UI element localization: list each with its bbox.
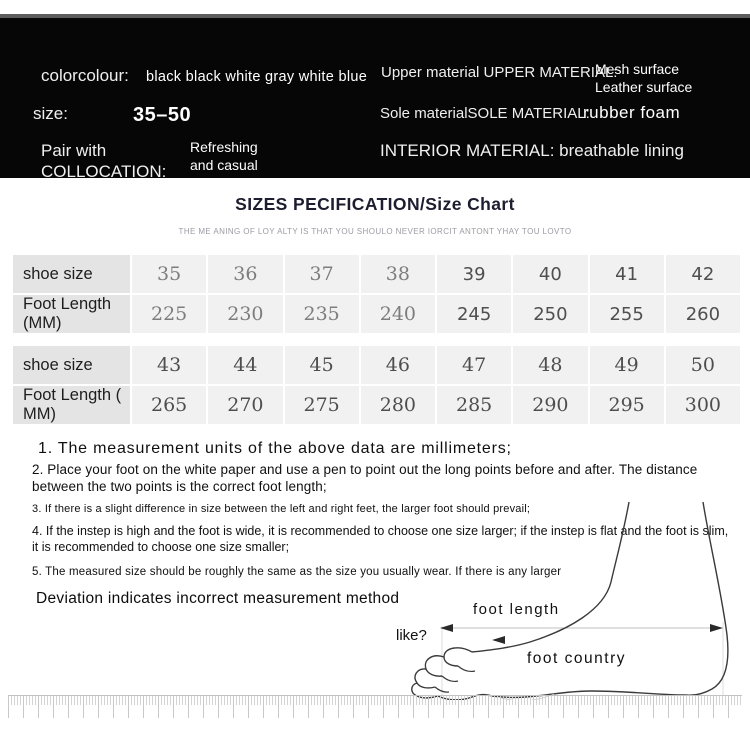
upper-material-value-line2: Leather surface bbox=[595, 78, 693, 95]
length-cell: 270 bbox=[208, 386, 282, 424]
row-header-shoe-size: shoe size bbox=[13, 346, 130, 384]
size-cell: 41 bbox=[590, 255, 664, 293]
note-5: 5. The measured size should be roughly the same as the size you usually wear. If there is any larger bbox=[32, 565, 562, 578]
row-header-foot-length: Foot Length ( MM) bbox=[13, 386, 130, 424]
size-cell: 39 bbox=[437, 255, 511, 293]
size-chart-title: SIZES PECIFICATION/Size Chart bbox=[235, 194, 515, 214]
ruler-graphic bbox=[8, 695, 742, 718]
spec-header-left-column bbox=[0, 18, 375, 182]
size-cell: 36 bbox=[208, 255, 282, 293]
length-cell: 255 bbox=[590, 295, 664, 333]
length-cell: 250 bbox=[513, 295, 587, 333]
length-cell: 260 bbox=[666, 295, 740, 333]
spec-header-right-column bbox=[375, 18, 750, 178]
note-2: 2. Place your foot on the white paper and use a pen to point out the long points before and after. The distance between the two points is the correct foot length; bbox=[32, 462, 698, 494]
size-table-35-42 bbox=[13, 255, 740, 333]
foot-country-label: foot country bbox=[527, 650, 626, 667]
row-header-foot-length: Foot Length (MM) bbox=[13, 295, 130, 333]
size-cell: 50 bbox=[666, 346, 740, 384]
note-3: 3. If there is a slight difference in size between the left and right feet, the larger foot should prevail; bbox=[32, 503, 531, 516]
length-cell: 295 bbox=[590, 386, 664, 424]
size-cell: 49 bbox=[590, 346, 664, 384]
length-cell: 235 bbox=[285, 295, 359, 333]
length-cell: 225 bbox=[132, 295, 206, 333]
length-cell: 280 bbox=[361, 386, 435, 424]
size-cell: 45 bbox=[285, 346, 359, 384]
length-cell: 290 bbox=[513, 386, 587, 424]
length-cell: 240 bbox=[361, 295, 435, 333]
length-cell: 230 bbox=[208, 295, 282, 333]
size-label: size: bbox=[33, 104, 68, 123]
upper-material-value bbox=[595, 61, 692, 96]
size-cell: 42 bbox=[666, 255, 740, 293]
spec-header bbox=[0, 14, 750, 182]
foot-length-label: foot length bbox=[473, 601, 560, 618]
collocation-value: Refreshing and casual bbox=[190, 139, 258, 173]
measurement-notes bbox=[32, 439, 732, 608]
like-label: like? bbox=[396, 627, 427, 644]
size-cell: 47 bbox=[437, 346, 511, 384]
size-cell: 35 bbox=[132, 255, 206, 293]
note-1: 1. The measurement units of the above data are millimeters; bbox=[38, 440, 512, 457]
size-cell: 44 bbox=[208, 346, 282, 384]
size-cell: 38 bbox=[361, 255, 435, 293]
color-value: black black white gray white blue bbox=[146, 69, 368, 85]
sole-material-value: rubber foam bbox=[583, 103, 681, 122]
size-cell: 37 bbox=[285, 255, 359, 293]
length-cell: 275 bbox=[285, 386, 359, 424]
size-cell: 43 bbox=[132, 346, 206, 384]
size-table-43-50 bbox=[13, 346, 740, 424]
length-cell: 300 bbox=[666, 386, 740, 424]
row-header-shoe-size: shoe size bbox=[13, 255, 130, 293]
sole-material-label: Sole materialSOLE MATERIAL: bbox=[380, 105, 590, 122]
note-4: 4. If the instep is high and the foot is wide, it is recommended to choose one size larger; if the instep is flat and the foot is slim, it is recommended to choose one size smaller; bbox=[32, 524, 729, 555]
length-cell: 285 bbox=[437, 386, 511, 424]
size-cell: 46 bbox=[361, 346, 435, 384]
deviation-note: Deviation indicates incorrect measurement method bbox=[36, 589, 400, 607]
upper-material-value-line1: Mesh surface bbox=[595, 61, 680, 77]
upper-material-label: Upper material UPPER MATERIAL: bbox=[381, 64, 618, 81]
collocation-label: Pair with COLLOCATION: bbox=[41, 141, 167, 182]
size-value: 35–50 bbox=[133, 104, 192, 126]
interior-material-label: INTERIOR MATERIAL: breathable lining bbox=[380, 141, 684, 160]
length-cell: 265 bbox=[132, 386, 206, 424]
color-label: colorcolour: bbox=[41, 66, 129, 85]
length-cell: 245 bbox=[437, 295, 511, 333]
size-chart-subtitle: THE ME ANING OF LOY ALTY IS THAT YOU SHOULO NEVER IORCIT ANTONT YHAY TOU LOVTO bbox=[178, 227, 572, 236]
size-cell: 48 bbox=[513, 346, 587, 384]
size-cell: 40 bbox=[513, 255, 587, 293]
